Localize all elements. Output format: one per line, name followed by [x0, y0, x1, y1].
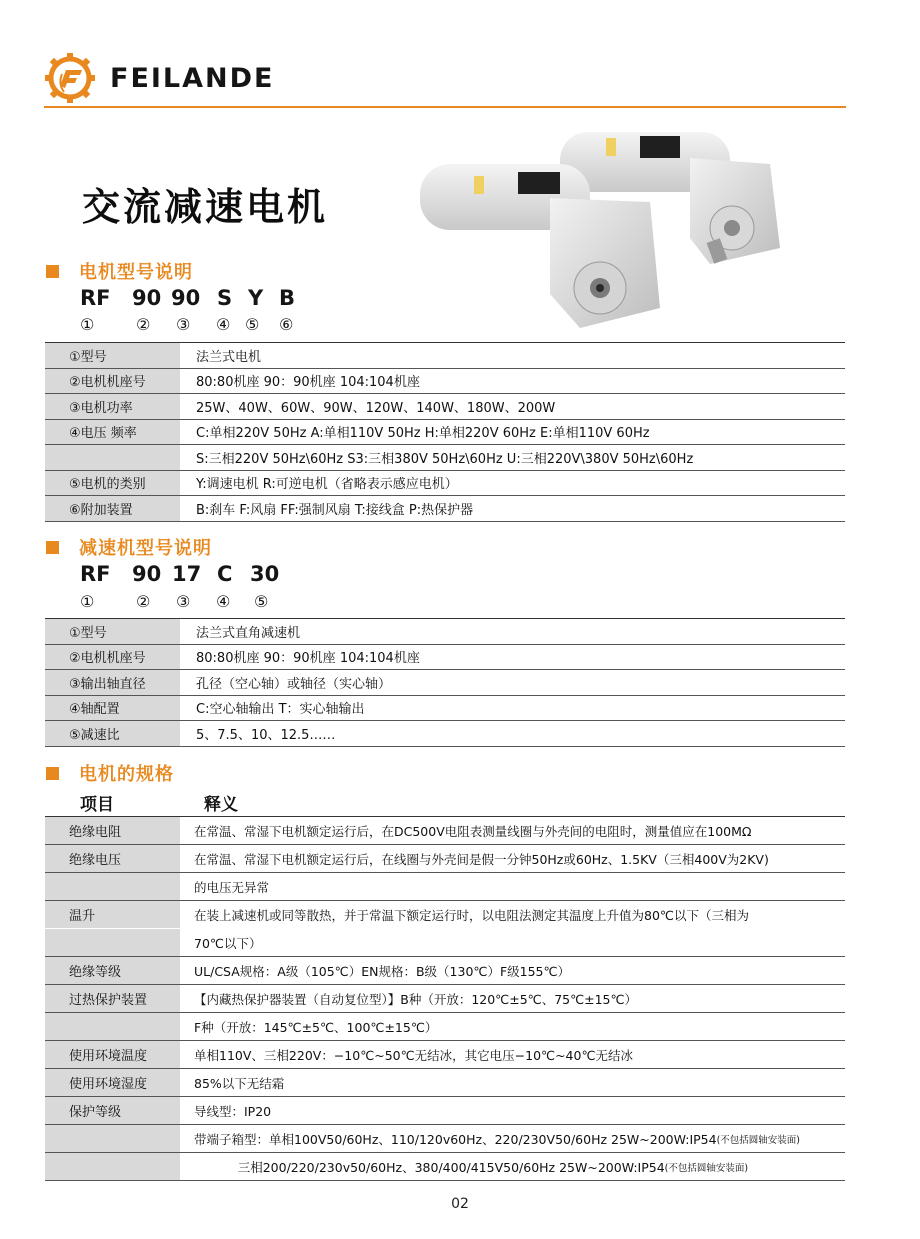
table-row [45, 1013, 845, 1041]
table-row [45, 471, 845, 497]
row-label: ③电机功率 [45, 394, 180, 419]
row-value: 孔径（空心轴）或轴径（实心轴） [196, 676, 392, 692]
row-label: ③输出轴直径 [45, 670, 180, 695]
row-value-text: 三相200/220/230v50/60Hz、380/400/415V50/60Hz 25W~200W:IP54 [194, 1159, 665, 1175]
row-value: 5、7.5、10、12.5…… [196, 727, 336, 743]
code-part: Y [248, 286, 264, 310]
code-index: ① [80, 592, 95, 611]
table-row [45, 1097, 845, 1125]
code-index: ② [136, 592, 151, 611]
code-part: C [217, 562, 233, 586]
row-value: 法兰式电机 [196, 349, 262, 365]
spec-table [45, 816, 845, 1181]
code-index: ⑥ [279, 315, 294, 334]
row-label: 保护等级 [45, 1097, 180, 1124]
row-value-note: (不包括圆轴安装面) [716, 1134, 801, 1146]
row-label: 温升 [45, 901, 180, 928]
row-label: 绝缘等级 [45, 957, 180, 984]
brand-name: FEILANDE [110, 62, 275, 94]
code-index: ⑤ [245, 315, 260, 334]
column-header-item: 项目 [80, 795, 114, 815]
table-row [45, 1069, 845, 1097]
row-label: ①型号 [45, 619, 180, 644]
section-title: 电机的规格 [79, 764, 174, 785]
motor-model-table [45, 342, 845, 522]
code-part: B [279, 286, 296, 310]
code-part: 30 [250, 562, 280, 586]
motor-model-heading [46, 258, 193, 284]
section-title: 减速机型号说明 [79, 538, 212, 559]
row-value: 80:80机座 90：90机座 104:104机座 [196, 375, 420, 391]
section-marker-icon [46, 767, 59, 780]
table-row [45, 873, 845, 901]
row-value: Y:调速电机 R:可逆电机（省略表示感应电机） [196, 477, 458, 493]
code-index: ① [80, 315, 95, 334]
table-row [45, 985, 845, 1013]
code-index: ④ [216, 315, 231, 334]
spec-heading [46, 760, 174, 786]
table-row [45, 445, 845, 471]
row-value: UL/CSA规格：A级（105℃）EN规格：B级（130℃）F级155℃） [194, 963, 571, 979]
gear-motor-product-image [410, 118, 810, 338]
table-row [45, 957, 845, 985]
table-row [45, 670, 845, 696]
table-row [45, 721, 845, 747]
row-label: ⑤电机的类别 [45, 471, 180, 496]
column-header-description: 释义 [204, 795, 238, 815]
section-title: 电机型号说明 [79, 262, 193, 283]
row-value: S:三相220V 50Hz\60Hz S3:三相380V 50Hz\60Hz U:三相220V\380V 50Hz\60Hz [196, 451, 694, 467]
row-value: 单相110V、三相220V：−10℃~50℃无结冰，其它电压−10℃~40℃无结冰 [194, 1047, 633, 1063]
table-row [45, 619, 845, 645]
reducer-model-heading [46, 534, 212, 560]
code-part: RF [80, 562, 111, 586]
row-value: C:单相220V 50Hz A:单相110V 50Hz H:单相220V 60Hz E:单相110V 60Hz [196, 426, 650, 442]
row-label: 绝缘电阻 [45, 817, 180, 844]
table-row [45, 420, 845, 446]
code-index: ④ [216, 592, 231, 611]
row-value [180, 1125, 845, 1152]
row-value: 的电压无异常 [194, 879, 270, 895]
row-value: F种（开放：145℃±5℃、100℃±15℃） [194, 1019, 438, 1035]
table-row [45, 394, 845, 420]
table-row [45, 1041, 845, 1069]
row-value: 法兰式直角减速机 [196, 625, 301, 641]
row-value: C:空心轴输出 T：实心轴输出 [196, 702, 365, 718]
code-index: ③ [176, 315, 191, 334]
table-row [45, 696, 845, 722]
brand-logo [44, 52, 275, 104]
code-part: 90 [132, 562, 162, 586]
row-label: ⑥附加装置 [45, 496, 180, 521]
row-label [45, 929, 180, 956]
row-label: ④电压 频率 [45, 420, 180, 445]
table-row [45, 901, 845, 929]
row-label [45, 1153, 180, 1180]
code-part: 90 [132, 286, 162, 310]
page-title: 交流减速电机 [82, 185, 329, 229]
row-value: 在常温、常湿下电机额定运行后，在线圈与外壳间是假一分钟50Hz或60Hz、1.5KV（三相400V为2KV) [194, 851, 769, 867]
row-value: 【内藏热保护器装置（自动复位型）】B种（开放：120℃±5℃、75℃±15℃） [194, 991, 638, 1007]
row-value: 在装上减速机或同等散热，并于常温下额定运行时，以电阻法测定其温度上升值为80℃以下（三相为 [194, 907, 749, 923]
row-label: ②电机机座号 [45, 645, 180, 670]
row-value-text: 带端子箱型：单相100V50/60Hz、110/120v60Hz、220/230V50/60Hz 25W~200W:IP54 [194, 1131, 717, 1147]
row-label: ①型号 [45, 343, 180, 368]
gear-logo-icon [44, 52, 96, 104]
row-value: 25W、40W、60W、90W、120W、140W、180W、200W [196, 400, 556, 416]
row-label: 使用环境湿度 [45, 1069, 180, 1096]
table-row [45, 369, 845, 395]
row-value: 85%以下无结霜 [194, 1075, 285, 1091]
reducer-model-table [45, 618, 845, 747]
code-index: ③ [176, 592, 191, 611]
table-row [45, 496, 845, 522]
row-value: 导线型：IP20 [194, 1103, 272, 1119]
code-index: ② [136, 315, 151, 334]
row-label [45, 445, 180, 470]
table-row [45, 817, 845, 845]
row-label: 过热保护装置 [45, 985, 180, 1012]
table-row [45, 1125, 845, 1153]
row-label [45, 1013, 180, 1040]
row-label: 使用环境温度 [45, 1041, 180, 1068]
code-part: S [217, 286, 233, 310]
row-label: 绝缘电压 [45, 845, 180, 872]
row-label: ②电机机座号 [45, 369, 180, 394]
code-part: 17 [172, 562, 202, 586]
row-value: 70℃以下） [194, 935, 262, 951]
section-marker-icon [46, 541, 59, 554]
row-label [45, 1125, 180, 1152]
row-label [45, 873, 180, 900]
row-value [180, 1153, 845, 1180]
table-row [45, 343, 845, 369]
page-number: 02 [451, 1196, 469, 1212]
header-divider [44, 106, 846, 108]
table-row [45, 929, 845, 957]
row-value-note: (不包括圆轴安装面) [664, 1162, 749, 1174]
table-row [45, 1153, 845, 1181]
section-marker-icon [46, 265, 59, 278]
row-label: ④轴配置 [45, 696, 180, 721]
row-value: B:刹车 F:风扇 FF:强制风扇 T:接线盒 P:热保护器 [196, 502, 474, 518]
code-part: 90 [171, 286, 201, 310]
code-part: RF [80, 286, 111, 310]
row-value: 80:80机座 90：90机座 104:104机座 [196, 651, 420, 667]
table-row [45, 645, 845, 671]
code-index: ⑤ [254, 592, 269, 611]
row-value: 在常温、常湿下电机额定运行后，在DC500V电阻表测量线圈与外壳间的电阻时，测量值应在100MΩ [194, 823, 752, 839]
row-label: ⑤减速比 [45, 721, 180, 746]
table-row [45, 845, 845, 873]
